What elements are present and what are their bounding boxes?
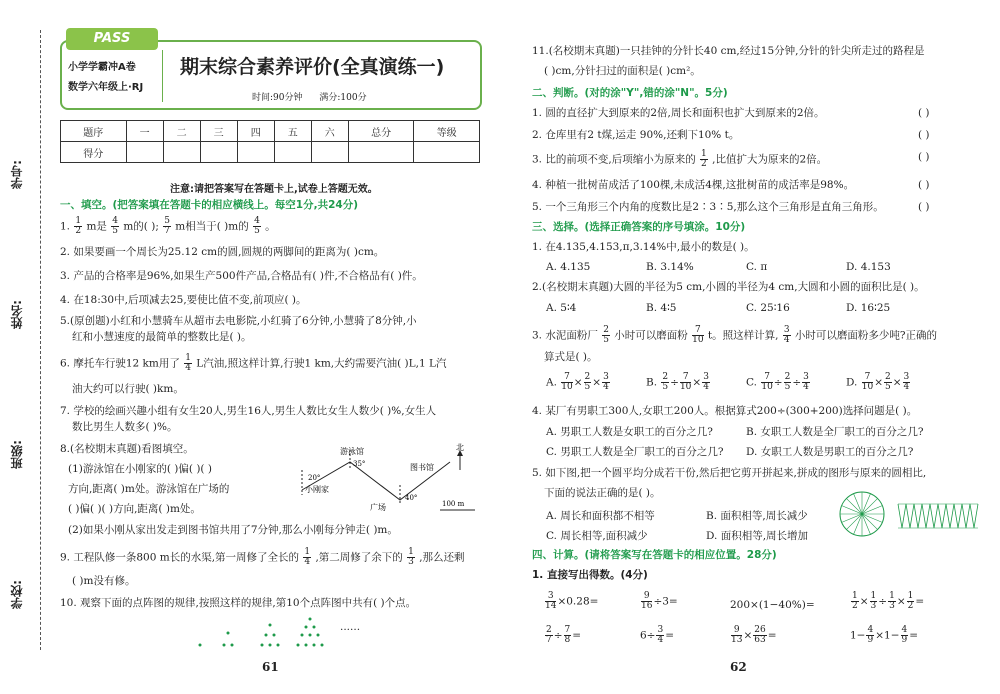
- zigzag-rectangle: [898, 504, 978, 528]
- choice-4-d[interactable]: D. 女职工人数是男职工的百分之几?: [746, 446, 914, 458]
- question-11b: ( )cm,分针扫过的面积是( )cm²。: [544, 65, 701, 77]
- grade-label: 数学六年级上·RJ: [68, 82, 144, 93]
- fraction: $\frac{5}{7}$: [164, 216, 170, 236]
- fraction: $\frac{1}{3}$: [408, 547, 414, 567]
- question-9a: [60, 548, 465, 567]
- choice-1-c[interactable]: C. π: [746, 261, 768, 273]
- binding-dash-line: [40, 30, 41, 650]
- question-5b: 红和小慧速度的最简单的整数比是( )。: [72, 331, 252, 343]
- cell: 等级: [414, 121, 480, 142]
- calc-1-title: 1. 直接写出得数。(4分): [532, 569, 648, 581]
- choice-4-c[interactable]: C. 男职工人数是全厂职工的百分之几?: [546, 446, 724, 458]
- text: ,第二周修了余下的: [315, 551, 403, 564]
- cell: 六: [311, 121, 348, 142]
- choice-5a: 5. 如下图,把一个圆平均分成若干份,然后把它剪开拼起来,拼成的图形与原来的圆相比,: [532, 467, 927, 479]
- question-7a: 7. 学校的绘画兴趣小组有女生20人,男生16人,男生人数比女生人数少( )%,女生人: [60, 405, 437, 417]
- choice-2-a[interactable]: A. 5∶4: [546, 302, 577, 314]
- option-label: C.: [746, 376, 757, 389]
- choice-5-c[interactable]: C. 周长相等,面积减少: [546, 530, 648, 542]
- calc-d: $\frac{1}{2}$ × $\frac{1}{3}$ ÷ $\frac{1}{3}$ × $\frac{1}{2}$ =: [852, 591, 925, 611]
- calc-g: $\frac{9}{13}$ × $\frac{26}{63}$ =: [731, 625, 777, 645]
- text: ,比值扩大为原来的2倍。: [712, 153, 828, 166]
- judge-paren[interactable]: ( ): [918, 129, 930, 141]
- text: 9. 工程队修一条800 m长的水渠,第一周修了全长的: [60, 551, 300, 564]
- judge-5: 5. 一个三角形三个内角的度数比是2∶3∶5,那么这个三角形是直角三角形。: [532, 201, 884, 213]
- calc-e: $\frac{2}{7}$ ÷ $\frac{7}{8}$ =: [546, 625, 582, 645]
- question-8-1c: ( )偏( )( )方向,距离( )m处。: [68, 503, 201, 515]
- page-number-left: 61: [262, 660, 279, 674]
- exam-score: 满分:100分: [319, 93, 367, 103]
- text: L汽油,照这样计算,行驶1 km,大约需要汽油( )L,1 L汽: [196, 357, 447, 370]
- judge-paren[interactable]: ( ): [918, 179, 930, 191]
- score-cell[interactable]: [348, 142, 414, 163]
- header-box: [60, 31, 482, 110]
- text: m相当于( )m的: [175, 220, 249, 233]
- score-cell[interactable]: [163, 142, 200, 163]
- question-6c: 油大约可以行驶( )km。: [72, 383, 184, 395]
- choice-3-c[interactable]: C. $\frac{7}{10}$ ÷ $\frac{2}{5}$ ÷ $\frac{3}{4}$: [746, 372, 809, 392]
- judge-4: 4. 种植一批树苗成活了100棵,未成活4棵,这批树苗的成活率是98%。: [532, 179, 855, 191]
- question-8-2: (2)如果小刚从家出发走到图书馆共用了7分钟,那么小刚每分钟走( )m。: [68, 524, 398, 536]
- notice: 注意:请把答案写在答题卡上,试卷上答题无效。: [170, 184, 378, 195]
- calc-b: $\frac{9}{16}$ ÷3=: [641, 591, 678, 611]
- question-8-1b: 方向,距离( )m处。游泳馆在广场的: [68, 483, 230, 495]
- text: m的( );: [123, 220, 159, 233]
- choice-4-a[interactable]: A. 男职工人数是女职工的百分之几?: [546, 426, 713, 438]
- exam-time: 时间:90分钟: [252, 93, 303, 103]
- side-label-school: 学校:: [10, 580, 24, 609]
- score-cell[interactable]: [200, 142, 237, 163]
- side-label-name: 姓名:: [10, 300, 24, 329]
- question-9d: ( )m没有修。: [72, 575, 136, 587]
- choice-4: 4. 某厂有男职工300人,女职工200人。根据算式200÷(300+200)选择问题是( )。: [532, 405, 918, 417]
- question-1: [60, 217, 276, 236]
- fraction: $\frac{7}{10}$: [692, 325, 704, 345]
- judge-paren[interactable]: ( ): [918, 107, 930, 119]
- fraction: $\frac{1}{2}$: [701, 149, 707, 169]
- choice-3-d[interactable]: D. $\frac{7}{10}$ × $\frac{2}{5}$ × $\frac{3}{4}$: [846, 372, 910, 392]
- choice-5-b[interactable]: B. 面积相等,周长减少: [706, 510, 808, 522]
- score-table: [60, 120, 480, 163]
- page-number-right: 62: [730, 660, 747, 674]
- option-label: D.: [846, 376, 858, 389]
- choice-1-b[interactable]: B. 3.14%: [646, 261, 694, 273]
- side-label-class: 班级:: [10, 440, 24, 469]
- fraction: $\frac{4}{5}$: [254, 216, 260, 236]
- question-8-1a: (1)游泳馆在小刚家的( )偏( )( ): [68, 463, 212, 475]
- section1-title: 一、填空。(把答案填在答题卡的相应横线上。每空1分,共24分): [60, 199, 359, 211]
- fraction: $\frac{3}{4}$: [783, 325, 790, 345]
- map-label-library: 图书馆: [410, 463, 434, 472]
- choice-3-b[interactable]: B. $\frac{2}{5}$ ÷ $\frac{7}{10}$ × $\frac{3}{4}$: [646, 372, 709, 392]
- pass-logo: PASS: [66, 28, 158, 50]
- map-label-north: 北: [456, 443, 464, 452]
- choice-1-d[interactable]: D. 4.153: [846, 261, 891, 273]
- choice-1: 1. 在4.135,4.153,π,3.14%中,最小的数是( )。: [532, 241, 755, 253]
- circle-sectors: [840, 492, 884, 536]
- series-name: 小学学霸冲A卷: [68, 62, 136, 73]
- circle-cut-figure: [838, 490, 988, 540]
- section2-title: 二、判断。(对的涂"Y",错的涂"N"。5分): [532, 87, 728, 99]
- text: 小时可以磨面粉: [614, 329, 688, 342]
- score-cell[interactable]: [414, 142, 480, 163]
- section4-title: 四、计算。(请将答案写在答题卡的相应位置。28分): [532, 549, 777, 561]
- fraction: $\frac{1}{4}$: [185, 353, 191, 373]
- judge-paren[interactable]: ( ): [918, 201, 930, 213]
- direction-map: [290, 443, 480, 520]
- map-label-square: 广场: [370, 503, 386, 512]
- question-5a: 5.(原创题)小红和小慧骑车从超市去电影院,小红骑了6分钟,小慧骑了8分钟,小: [60, 315, 417, 327]
- header-divider: [162, 50, 163, 102]
- angle-label: 20°: [308, 474, 321, 482]
- judge-2: 2. 仓库里有2 t煤,运走 90%,还剩下10% t。: [532, 129, 740, 141]
- q-num: 1.: [60, 220, 71, 233]
- judge-3: [532, 150, 827, 169]
- option-label: A.: [546, 376, 557, 389]
- calc-f: 6÷ $\frac{3}{4}$ =: [640, 625, 675, 645]
- choice-5b: 下面的说法正确的是( )。: [544, 487, 661, 499]
- choice-2-d[interactable]: D. 16∶25: [846, 302, 891, 314]
- judge-1: 1. 圆的直径扩大到原来的2倍,周长和面积也扩大到原来的2倍。: [532, 107, 825, 119]
- choice-4-b[interactable]: B. 女职工人数是全厂职工的百分之几?: [746, 426, 924, 438]
- question-8: 8.(名校期末真题)看图填空。: [60, 443, 194, 455]
- text: 小时可以磨面粉多少吨?正确的: [794, 329, 938, 342]
- choice-5-d[interactable]: D. 面积相等,周长增加: [706, 530, 809, 542]
- option-label: B.: [646, 376, 658, 389]
- section3-title: 三、选择。(选择正确答案的序号填涂。10分): [532, 221, 746, 233]
- choice-1-a[interactable]: A. 4.135: [546, 261, 591, 273]
- text: 6. 摩托车行驶12 km用了: [60, 357, 180, 370]
- question-10: 10. 观察下面的点阵图的规律,按照这样的规律,第10个点阵图中共有( )个点。: [60, 597, 417, 609]
- question-2: 2. 如果要画一个周长为25.12 cm的圆,圆规的两脚间的距离为( )cm。: [60, 246, 385, 258]
- cell: 三: [200, 121, 237, 142]
- question-6a: [60, 354, 446, 373]
- fraction: $\frac{1}{4}$: [304, 547, 311, 567]
- choice-3-tail: 算式是( )。: [544, 351, 598, 363]
- text: 3. 水泥面粉厂: [532, 329, 598, 342]
- text: m是: [86, 220, 107, 233]
- right-page: [500, 0, 1000, 694]
- dots-ellipsis: ......: [340, 621, 361, 633]
- score-cell[interactable]: [274, 142, 311, 163]
- map-label-home: 小刚家: [305, 485, 329, 494]
- calc-c: 200×(1−40%)=: [730, 599, 815, 611]
- question-7b: 数比男生人数多( )%。: [72, 421, 178, 433]
- choice-3: [532, 326, 937, 345]
- choice-2-c[interactable]: C. 25∶16: [746, 302, 790, 314]
- cell: 四: [237, 121, 274, 142]
- question-3: 3. 产品的合格率是96%,如果生产500件产品,合格品有( )件,不合格品有( )件。: [60, 270, 423, 282]
- text: ,那么还剩: [419, 551, 465, 564]
- question-11a: 11.(名校期末真题)一只挂钟的分针长40 cm,经过15分钟,分针的针尖所走过的路程是: [532, 45, 925, 57]
- judge-paren[interactable]: ( ): [918, 151, 930, 163]
- cell: 题序: [61, 121, 127, 142]
- text: 。: [265, 220, 276, 233]
- scale-label: 100 m: [442, 500, 465, 508]
- exam-meta: [252, 90, 367, 103]
- question-4: 4. 在18:30中,后项减去25,要使比值不变,前项应( )。: [60, 294, 307, 306]
- calc-a: $\frac{3}{14}$ ×0.28=: [545, 591, 599, 611]
- fraction: $\frac{4}{5}$: [112, 216, 118, 236]
- map-label-swim: 游泳馆: [340, 447, 364, 456]
- score-cell[interactable]: [311, 142, 348, 163]
- text: 3. 比的前项不变,后项缩小为原来的: [532, 153, 696, 166]
- dot-pattern: [190, 615, 340, 655]
- score-table-row: [61, 142, 480, 163]
- choice-2: 2.(名校期末真题)大圆的半径为5 cm,小圆的半径为4 cm,大圆和小圆的面积比是( )。: [532, 281, 925, 293]
- side-label-number: 学号:: [10, 160, 24, 189]
- cell: 五: [274, 121, 311, 142]
- choice-5-a[interactable]: A. 周长和面积都不相等: [546, 510, 655, 522]
- score-cell[interactable]: [237, 142, 274, 163]
- angle-label: 40°: [405, 494, 418, 502]
- score-table-header: [61, 121, 480, 142]
- page-title: 期末综合素养评价(全真演练一): [180, 56, 445, 78]
- fraction: $\frac{1}{2}$: [75, 216, 82, 236]
- fraction: $\frac{2}{5}$: [603, 325, 609, 345]
- cell: 一: [126, 121, 163, 142]
- angle-label: 35°: [353, 460, 366, 468]
- score-cell[interactable]: [126, 142, 163, 163]
- cell: 得分: [61, 142, 127, 163]
- cell: 总分: [348, 121, 414, 142]
- cell: 二: [163, 121, 200, 142]
- text: t。照这样计算,: [707, 329, 779, 342]
- calc-h: 1− $\frac{4}{9}$ ×1− $\frac{4}{9}$ =: [850, 625, 919, 645]
- choice-3-a[interactable]: A. $\frac{7}{10}$ × $\frac{2}{5}$ × $\frac{3}{4}$: [546, 372, 609, 392]
- choice-2-b[interactable]: B. 4∶5: [646, 302, 677, 314]
